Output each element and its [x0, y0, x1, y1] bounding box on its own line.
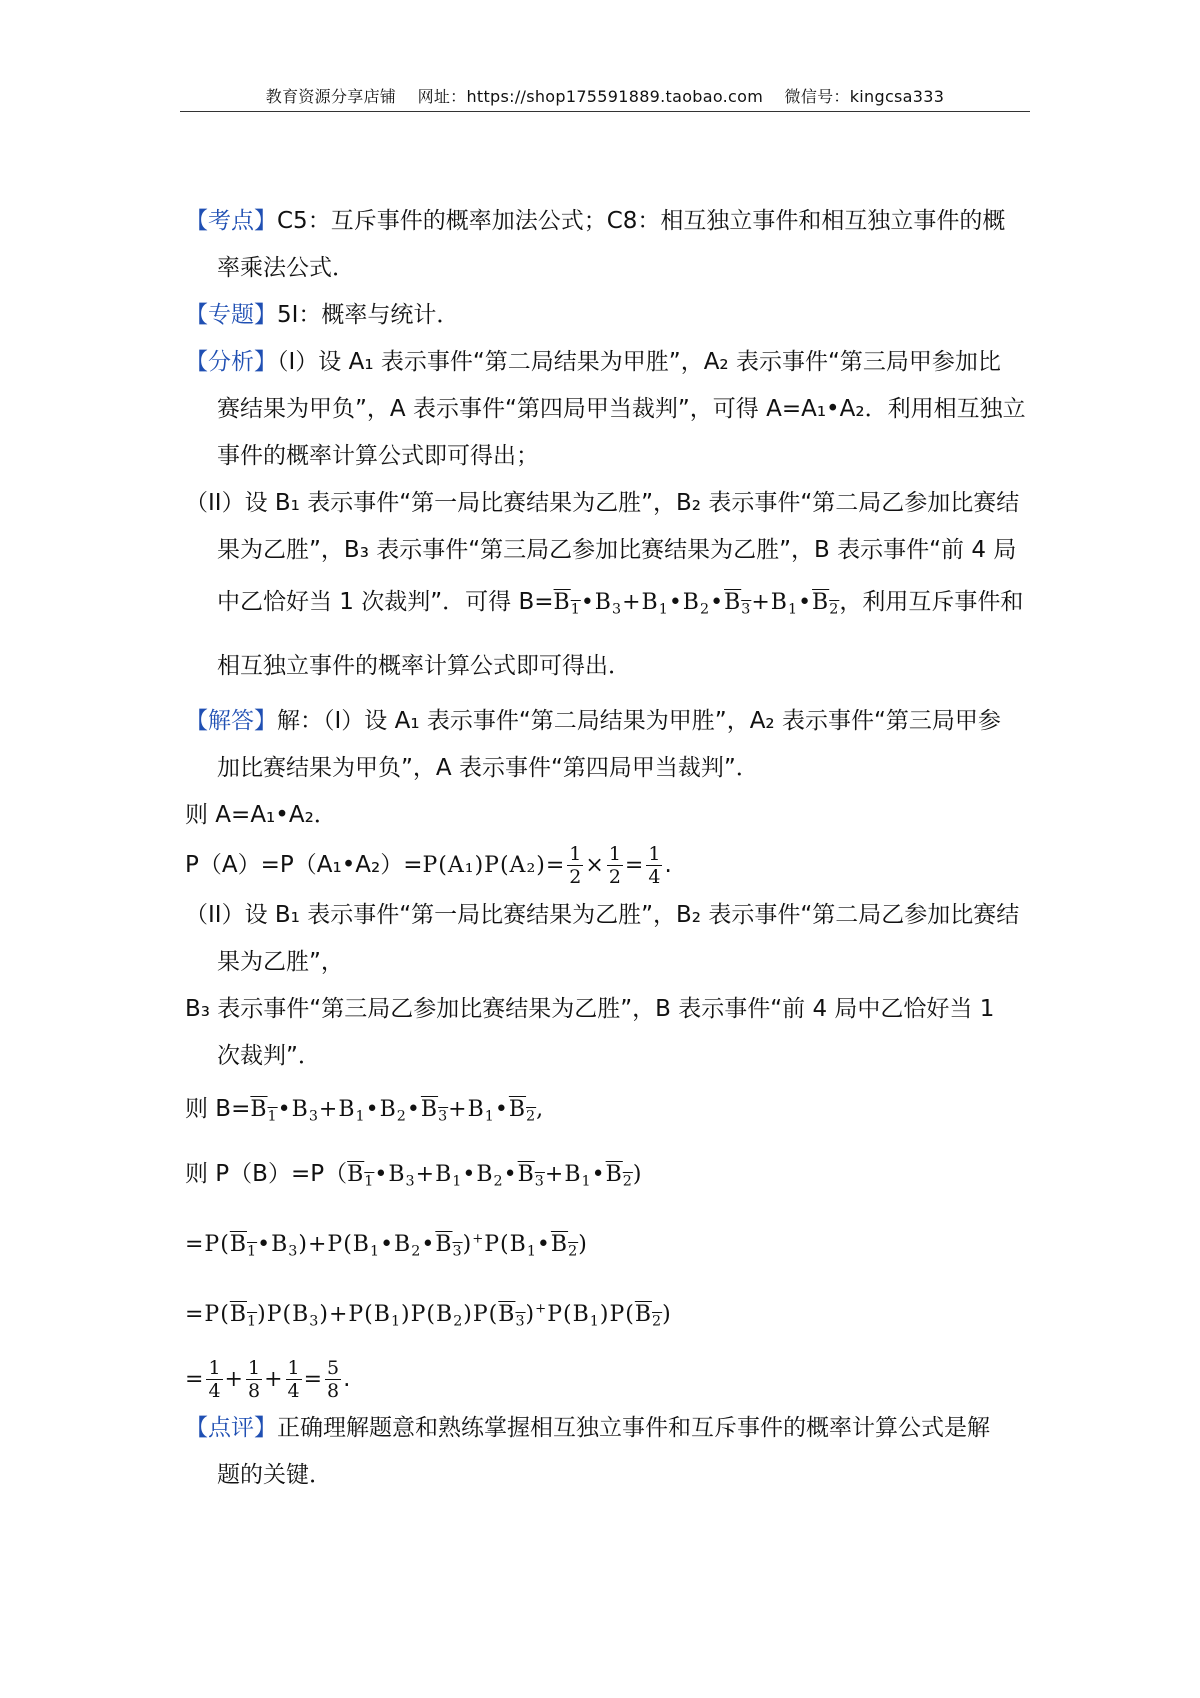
jieda-line1: 解：（I）设 A₁ 表示事件“第二局结果为甲胜”，A₂ 表示事件“第三局甲参: [277, 708, 1001, 734]
fenxi-p1-line3: 事件的概率计算公式即可得出；: [217, 443, 539, 469]
formula-pa: P(A₁)P(A₂)=: [422, 853, 566, 878]
formula-pb-step2: $=P(B_1•B_3)+P(B_1•B_2•B_3)^+P(B_1•B_2)$: [185, 1231, 588, 1260]
zhuanti-text: 5I：概率与统计．: [277, 302, 460, 328]
jieda-line5: （II）设 B₁ 表示事件“第一局比赛结果为乙胜”，B₂ 表示事件“第二局乙参加比赛结: [185, 902, 1020, 928]
jieda-line9: 则 $B=B_1•B_3+B_1•B_2•B_3+B_1•B_2$,: [185, 1096, 545, 1125]
header-wechat: 微信号：kingcsa333: [784, 87, 945, 106]
dianping-tag: 【点评】: [185, 1415, 277, 1441]
page-header: [180, 84, 1030, 112]
formula-pb-step1: $B_1•B_3+B_1•B_2•B_3+B_1•B_2$): [347, 1162, 643, 1190]
dianping-line2: 题的关键．: [217, 1462, 332, 1488]
fraction-term: $\frac{1}{4}$: [208, 1356, 221, 1402]
fraction-one-half: $\frac{1}{2}$: [569, 843, 582, 888]
header-site: 网址：https://shop175591889.taobao.com: [417, 87, 764, 106]
section-zhuanti: [185, 292, 1031, 339]
jieda-line8: 次裁判”．: [217, 1043, 321, 1069]
kaodian-line2: 率乘法公式．: [217, 255, 355, 281]
formula-b-definition: $B_1•B_3+B_1•B_2•B_3+B_1•B_2$,: [250, 1097, 545, 1125]
section-jieda: [185, 698, 1031, 1409]
fraction-one-quarter: $\frac{1}{4}$: [648, 843, 661, 888]
fenxi-p2-line4: 相互独立事件的概率计算公式即可得出．: [217, 653, 631, 680]
fenxi-p1-line2: 赛结果为甲负”，A 表示事件“第四局甲当裁判”，可得 A=A₁•A₂．利用相互独立: [217, 396, 1026, 422]
fenxi-tag: 【分析】: [185, 349, 277, 375]
zhuanti-tag: 【专题】: [185, 302, 277, 328]
fraction-term: $\frac{1}{4}$: [287, 1356, 300, 1402]
jieda-line11: [185, 1211, 1031, 1281]
fraction-one-half: $\frac{1}{2}$: [608, 843, 621, 888]
jieda-tag: 【解答】: [185, 708, 277, 734]
kaodian-tag: 【考点】: [185, 208, 277, 234]
fraction-term: $\frac{1}{8}$: [247, 1356, 261, 1402]
jieda-line6: 果为乙胜”，: [217, 949, 344, 975]
formula-pb-step3: $=P(B_1)P(B_3)+P(B_1)P(B_2)P(B_3)^+P(B_1)P(B_2)$: [185, 1301, 672, 1329]
jieda-line12: [185, 1280, 1031, 1350]
jieda-line7: B₃ 表示事件“第三局乙参加比赛结果为乙胜”，B 表示事件“前 4 局中乙恰好当 1: [185, 996, 995, 1022]
fenxi-p2-line2: 果为乙胜”，B₃ 表示事件“第三局乙参加比赛结果为乙胜”，B 表示事件“前 4 局: [217, 537, 1017, 563]
section-fenxi: [185, 339, 1031, 690]
jieda-line4: P（A）=P（A₁•A₂）=P(A₁)P(A₂)= $\frac{1}{2}$ × $\frac{1}{2}$ = $\frac{1}{4}$ .: [185, 843, 672, 888]
header-shop: 教育资源分享店铺: [265, 87, 397, 106]
section-kaodian: [185, 198, 1031, 292]
jieda-line2: 加比赛结果为甲负”，A 表示事件“第四局甲当裁判”．: [217, 755, 759, 781]
fenxi-p2-line1: （II）设 B₁ 表示事件“第一局比赛结果为乙胜”，B₂ 表示事件“第二局乙参加比赛结: [185, 490, 1020, 516]
section-dianping: [185, 1405, 1031, 1499]
formula-b-definition: $B_1•B_3+B_1•B_2•B_3+B_1•B_2$: [553, 590, 840, 618]
fenxi-p1-line1: （I）设 A₁ 表示事件“第二局结果为甲胜”，A₂ 表示事件“第三局甲参加比: [277, 349, 1001, 375]
fenxi-p2-line3: 中乙恰好当 1 次裁判”．可得 $B=B_1•B_3+B_1•B_2•B_3+B_1•B_2$，利用互斥事件和: [217, 589, 1024, 618]
kaodian-line1: C5：互斥事件的概率加法公式；C8：相互独立事件和相互独立事件的概: [277, 208, 1006, 234]
jieda-line10: 则 $P(B)=P(B_1•B_3+B_1•B_2•B_3+B_1•B_2)$: [185, 1161, 643, 1190]
fraction-result: $\frac{5}{8}$: [327, 1356, 340, 1402]
jieda-line13: = $\frac{1}{4}$ + $\frac{1}{8}$ + $\frac{1}{4}$ = $\frac{5}{8}$ .: [185, 1356, 351, 1402]
header-divider: [180, 111, 1030, 112]
jieda-line3: 则 A=A₁•A₂．: [185, 802, 337, 828]
dianping-line1: 正确理解题意和熟练掌握相互独立事件和互斥事件的概率计算公式是解: [277, 1415, 990, 1441]
